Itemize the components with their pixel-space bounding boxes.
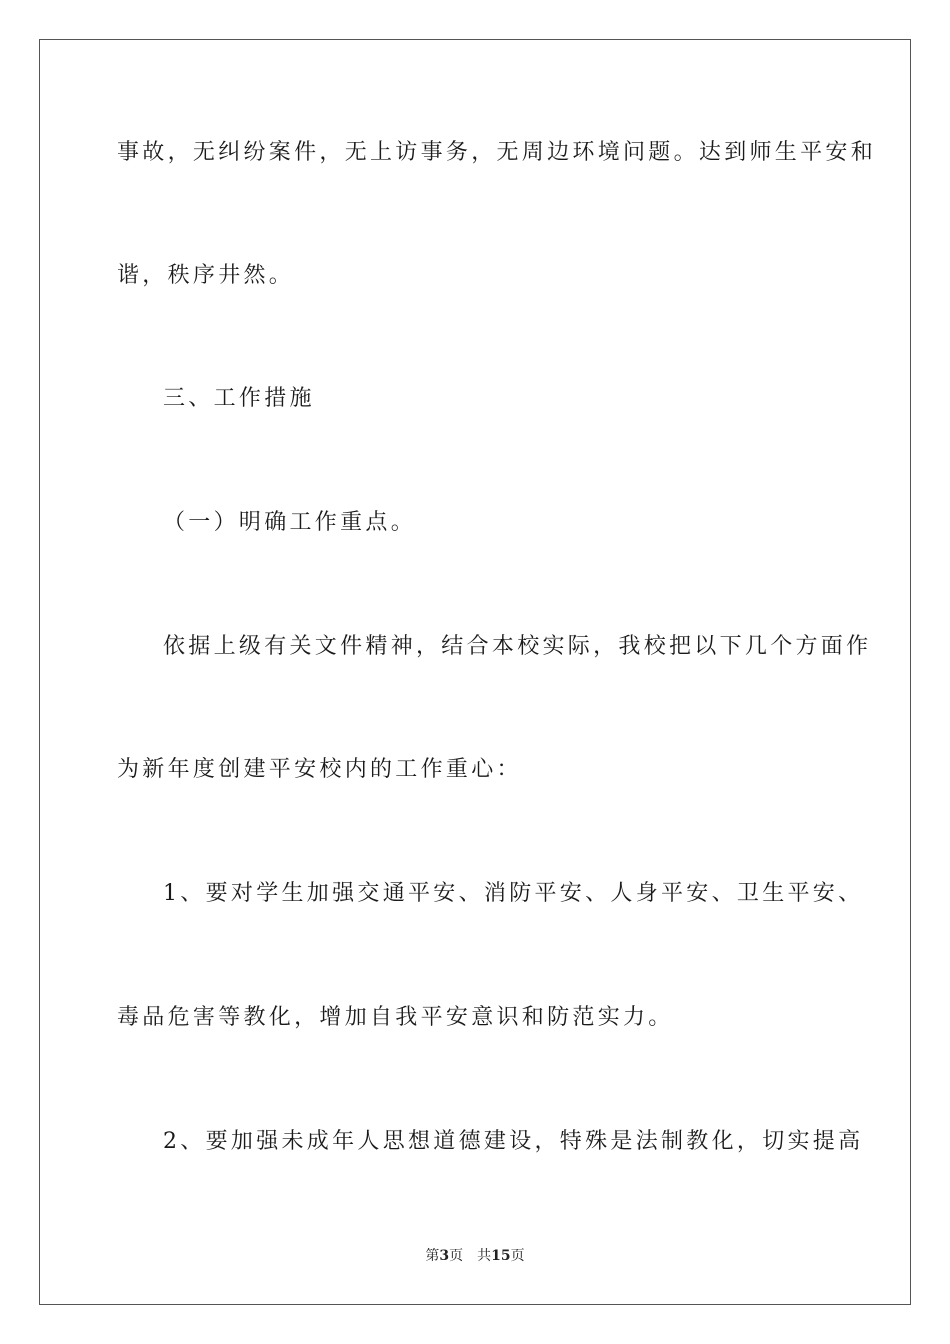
list-item-1-continued: 毒品危害等教化，增加自我平安意识和防范实力。 <box>117 1005 674 1030</box>
page-prefix: 第 <box>425 1248 440 1264</box>
list-item-2: 2、要加强未成年人思想道德建设，特殊是法制教化，切实提高 <box>163 1129 864 1154</box>
body-text-line-2: 谐，秩序井然。 <box>117 263 295 288</box>
body-text-line-1: 事故，无纠纷案件，无上访事务，无周边环境问题。达到师生平安和 <box>117 140 877 165</box>
page-number: 3 <box>439 1248 450 1264</box>
body-text-line-5: 依据上级有关文件精神，结合本校实际，我校把以下几个方面作 <box>163 634 872 659</box>
page-footer <box>0 1247 950 1265</box>
total-prefix: 共 <box>477 1248 492 1264</box>
subsection-heading: （一）明确工作重点。 <box>163 510 417 535</box>
section-heading: 三、工作措施 <box>163 386 315 411</box>
body-text-line-6: 为新年度创建平安校内的工作重心： <box>117 757 522 782</box>
total-pages: 15 <box>491 1248 511 1264</box>
list-item-1: 1、要对学生加强交通平安、消防平安、人身平安、卫生平安、 <box>163 881 864 906</box>
page-suffix: 页 <box>449 1248 464 1264</box>
total-suffix: 页 <box>510 1248 525 1264</box>
page-border <box>39 39 911 1305</box>
